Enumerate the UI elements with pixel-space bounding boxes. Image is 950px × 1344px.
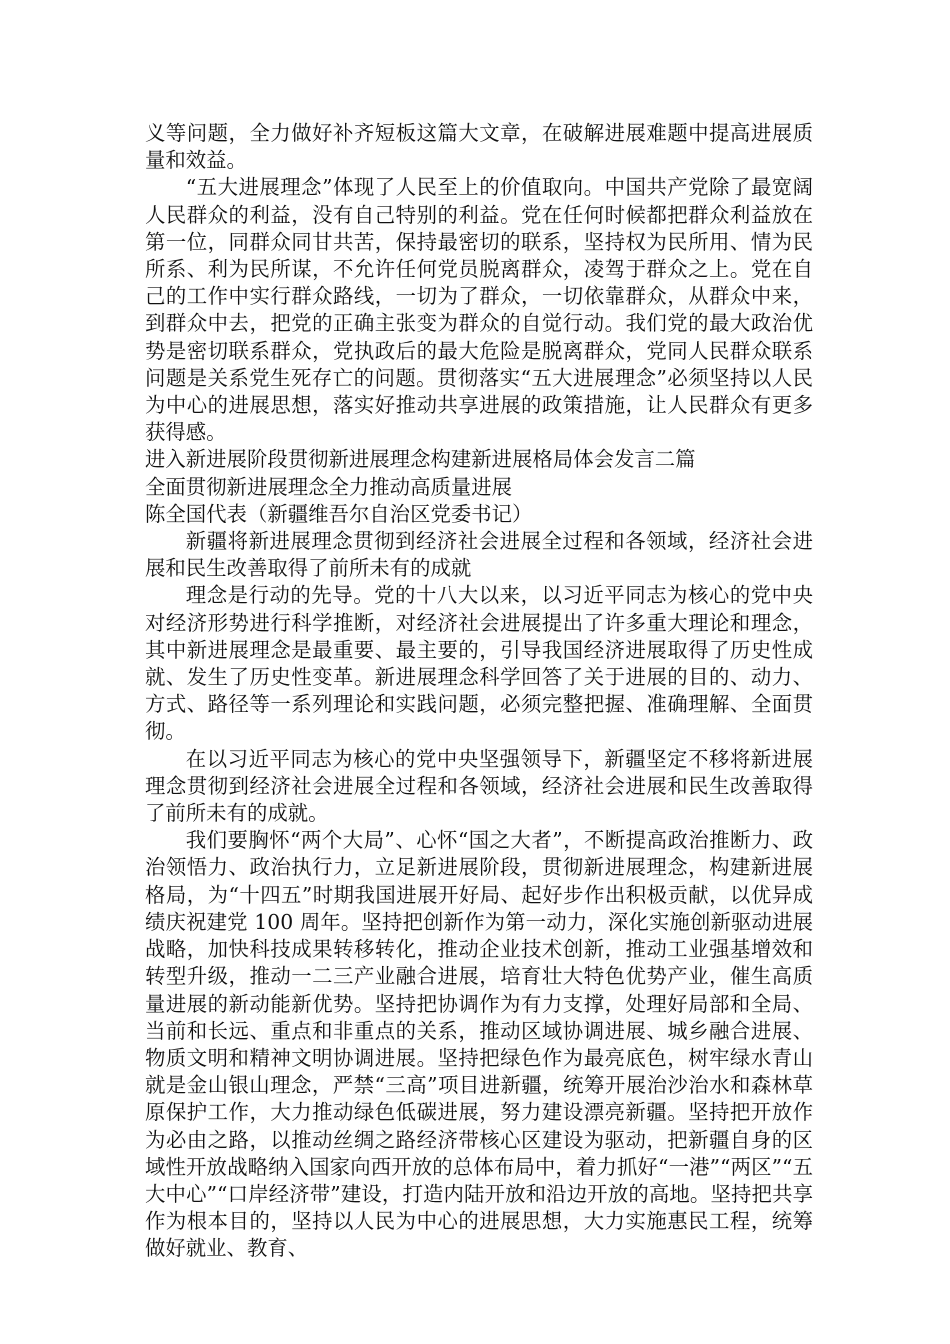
article-title: 进入新进展阶段贯彻新进展理念构建新进展格局体会发言二篇 [145,447,696,472]
summary-paragraph: 新疆将新进展理念贯彻到经济社会进展全过程和各领域，经济社会进展和民生改善取得了前所未有的成就 [145,529,813,581]
speech-title: 全面贯彻新进展理念全力推动高质量进展 [145,474,513,499]
paragraph-development-plan: 我们要胸怀“两个大局”、心怀“国之大者”，不断提高政治推断力、政治领悟力、政治执行力，立足新进展阶段，贯彻新进展理念，构建新进展格局，为“十四五”时期我国进展开好局、起好步作出积极贡献，以优异成绩庆祝建党 100 周年。坚持把创新作为第一动力，深化实施创新驱动进展战略，加快科技成果转移转化，推动企业技术创新，推动工业强基增效和转型升级，推动一二三产业融合进展，培育壮大特色优势产业，催生高质量进展的新动能新优势。坚持把协调作为有力支撑，处理好局部和全局、当前和长远、重点和非重点的关系，推动区域协调进展、城乡融合进展、物质文明和精神文明协调进展。坚持把绿色作为最亮底色，树牢绿水青山就是金山银山理念，严禁“三高”项目进新疆，统筹开展治沙治水和森林草原保护工作，大力推动绿色低碳进展，努力建设漂亮新疆。坚持把开放作为必由之路，以推动丝绸之路经济带核心区建设为驱动，把新疆自身的区域性开放战略纳入国家向西开放的总体布局中，着力抓好“一港”“两区”“五大中心”“口岸经济带”建设，打造内陆开放和沿边开放的高地。坚持把共享作为根本目的，坚持以人民为中心的进展思想，大力实施惠民工程，统筹做好就业、教育、 [145,828,813,1261]
paragraph-five-concepts: “五大进展理念”体现了人民至上的价值取向。中国共产党除了最宽阔人民群众的利益，没有自己特别的利益。党在任何时候都把群众利益放在第一位，同群众同甘共苦，保持最密切的联系，坚持权为民所用、情为民所系、利为民所谋，不允许任何党员脱离群众，凌驾于群众之上。党在自己的工作中实行群众路线，一切为了群众，一切依靠群众，从群众中来，到群众中去，把党的正确主张变为群众的自觉行动。我们党的最大政治优势是密切联系群众，党执政后的最大危险是脱离群众，党同人民群众联系问题是关系党生死存亡的问题。贯彻落实“五大进展理念”必须坚持以人民为中心的进展思想，落实好推动共享进展的政策措施，让人民群众有更多获得感。 [145,175,813,445]
paragraph-xinjiang-achievements: 在以习近平同志为核心的党中央坚强领导下，新疆坚定不移将新进展理念贯彻到经济社会进展全过程和各领域，经济社会进展和民生改善取得了前所未有的成就。 [145,746,813,826]
paragraph-continuation: 义等问题，全力做好补齐短板这篇大文章，在破解进展难题中提高进展质量和效益。 [145,121,813,173]
paragraph-concept-guide: 理念是行动的先导。党的十八大以来，以习近平同志为核心的党中央对经济形势进行科学推断，对经济社会进展提出了许多重大理论和理念，其中新进展理念是最重要、最主要的，引导我国经济进展取得了历史性成就、发生了历史性变革。新进展理念科学回答了关于进展的目的、动力、方式、路径等一系列理论和实践问题，必须完整把握、准确理解、全面贯彻。 [145,583,813,744]
document-page [145,120,813,1263]
speaker-line: 陈全国代表（新疆维吾尔自治区党委书记） [145,501,533,526]
